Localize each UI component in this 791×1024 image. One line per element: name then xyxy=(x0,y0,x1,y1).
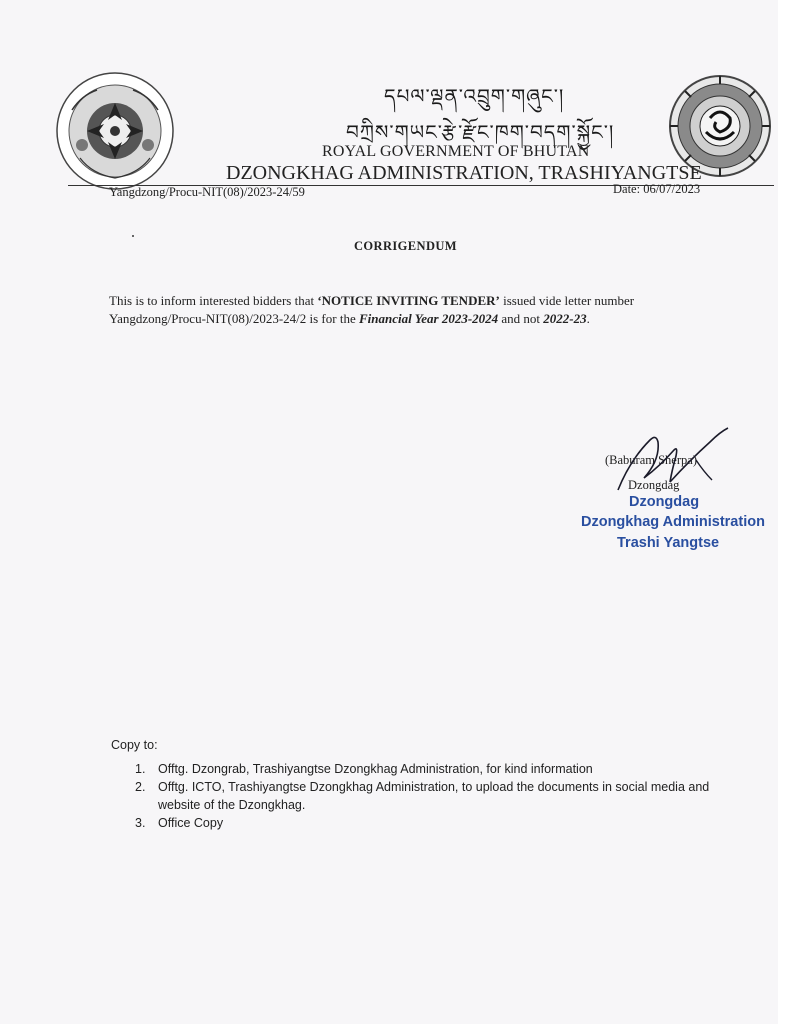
letter-date: Date: 06/07/2023 xyxy=(613,182,701,196)
list-item xyxy=(135,778,735,814)
national-emblem-icon xyxy=(52,70,178,192)
government-name: ROYAL GOVERNMENT OF BHUTAN xyxy=(322,143,590,160)
stamp-line-location: Trashi Yangtse xyxy=(617,535,720,551)
copy-to-list xyxy=(135,760,735,832)
list-item-text: Office Copy xyxy=(158,816,224,830)
list-item-number: 2. xyxy=(135,780,146,794)
list-item-text: Offtg. ICTO, Trashiyangtse Dzongkhag Administration, to upload the documents in social media and website of the Dzongkhag. xyxy=(158,780,710,812)
signatory-title: Dzongdag xyxy=(628,478,680,492)
stamp-line-administration: Dzongkhag Administration xyxy=(581,514,765,530)
dzongkha-title-line2: བཀྲིས་གཡང་རྩེ་རྫོང་ཁག་བདག་སྐྱོང་། xyxy=(346,120,615,144)
signatory-name: (Baburam Sherpa) xyxy=(605,453,697,467)
document-heading: CORRIGENDUM xyxy=(354,239,458,253)
list-item-text: Offtg. Dzongrab, Trashiyangtse Dzongkhag Administration, for kind information xyxy=(158,762,593,776)
dzongkha-title-line1: དཔལ་ལྡན་འབྲུག་གཞུང་། xyxy=(384,84,565,108)
body-text-part1: This is to inform interested bidders that xyxy=(109,293,318,308)
scan-speck xyxy=(132,235,134,237)
list-item xyxy=(135,814,735,832)
stamp-line-dzongdag: Dzongdag xyxy=(629,494,700,510)
list-item-number: 1. xyxy=(135,762,146,776)
notice-title: ‘NOTICE INVITING TENDER’ xyxy=(317,293,500,308)
reference-number: Yangdzong/Procu-NIT(08)/2023-24/59 xyxy=(109,185,305,199)
scan-edge xyxy=(778,0,791,1024)
administration-name: DZONGKHAG ADMINISTRATION, TRASHIYANGTSE xyxy=(226,162,702,184)
list-item xyxy=(135,760,735,778)
body-paragraph xyxy=(109,292,729,328)
copy-to-label: Copy to: xyxy=(111,738,158,752)
body-text-part3: and not xyxy=(498,311,544,326)
list-item-number: 3. xyxy=(135,816,146,830)
handwritten-signature-icon xyxy=(600,420,740,500)
body-text-part2: issued vide letter number Yangdzong/Procu-NIT(08)/2023-24/2 is for the xyxy=(109,293,635,326)
correct-financial-year: Financial Year 2023-2024 xyxy=(358,311,499,326)
body-text-part4: . xyxy=(586,311,590,326)
wrong-financial-year: 2022-23 xyxy=(543,311,587,326)
